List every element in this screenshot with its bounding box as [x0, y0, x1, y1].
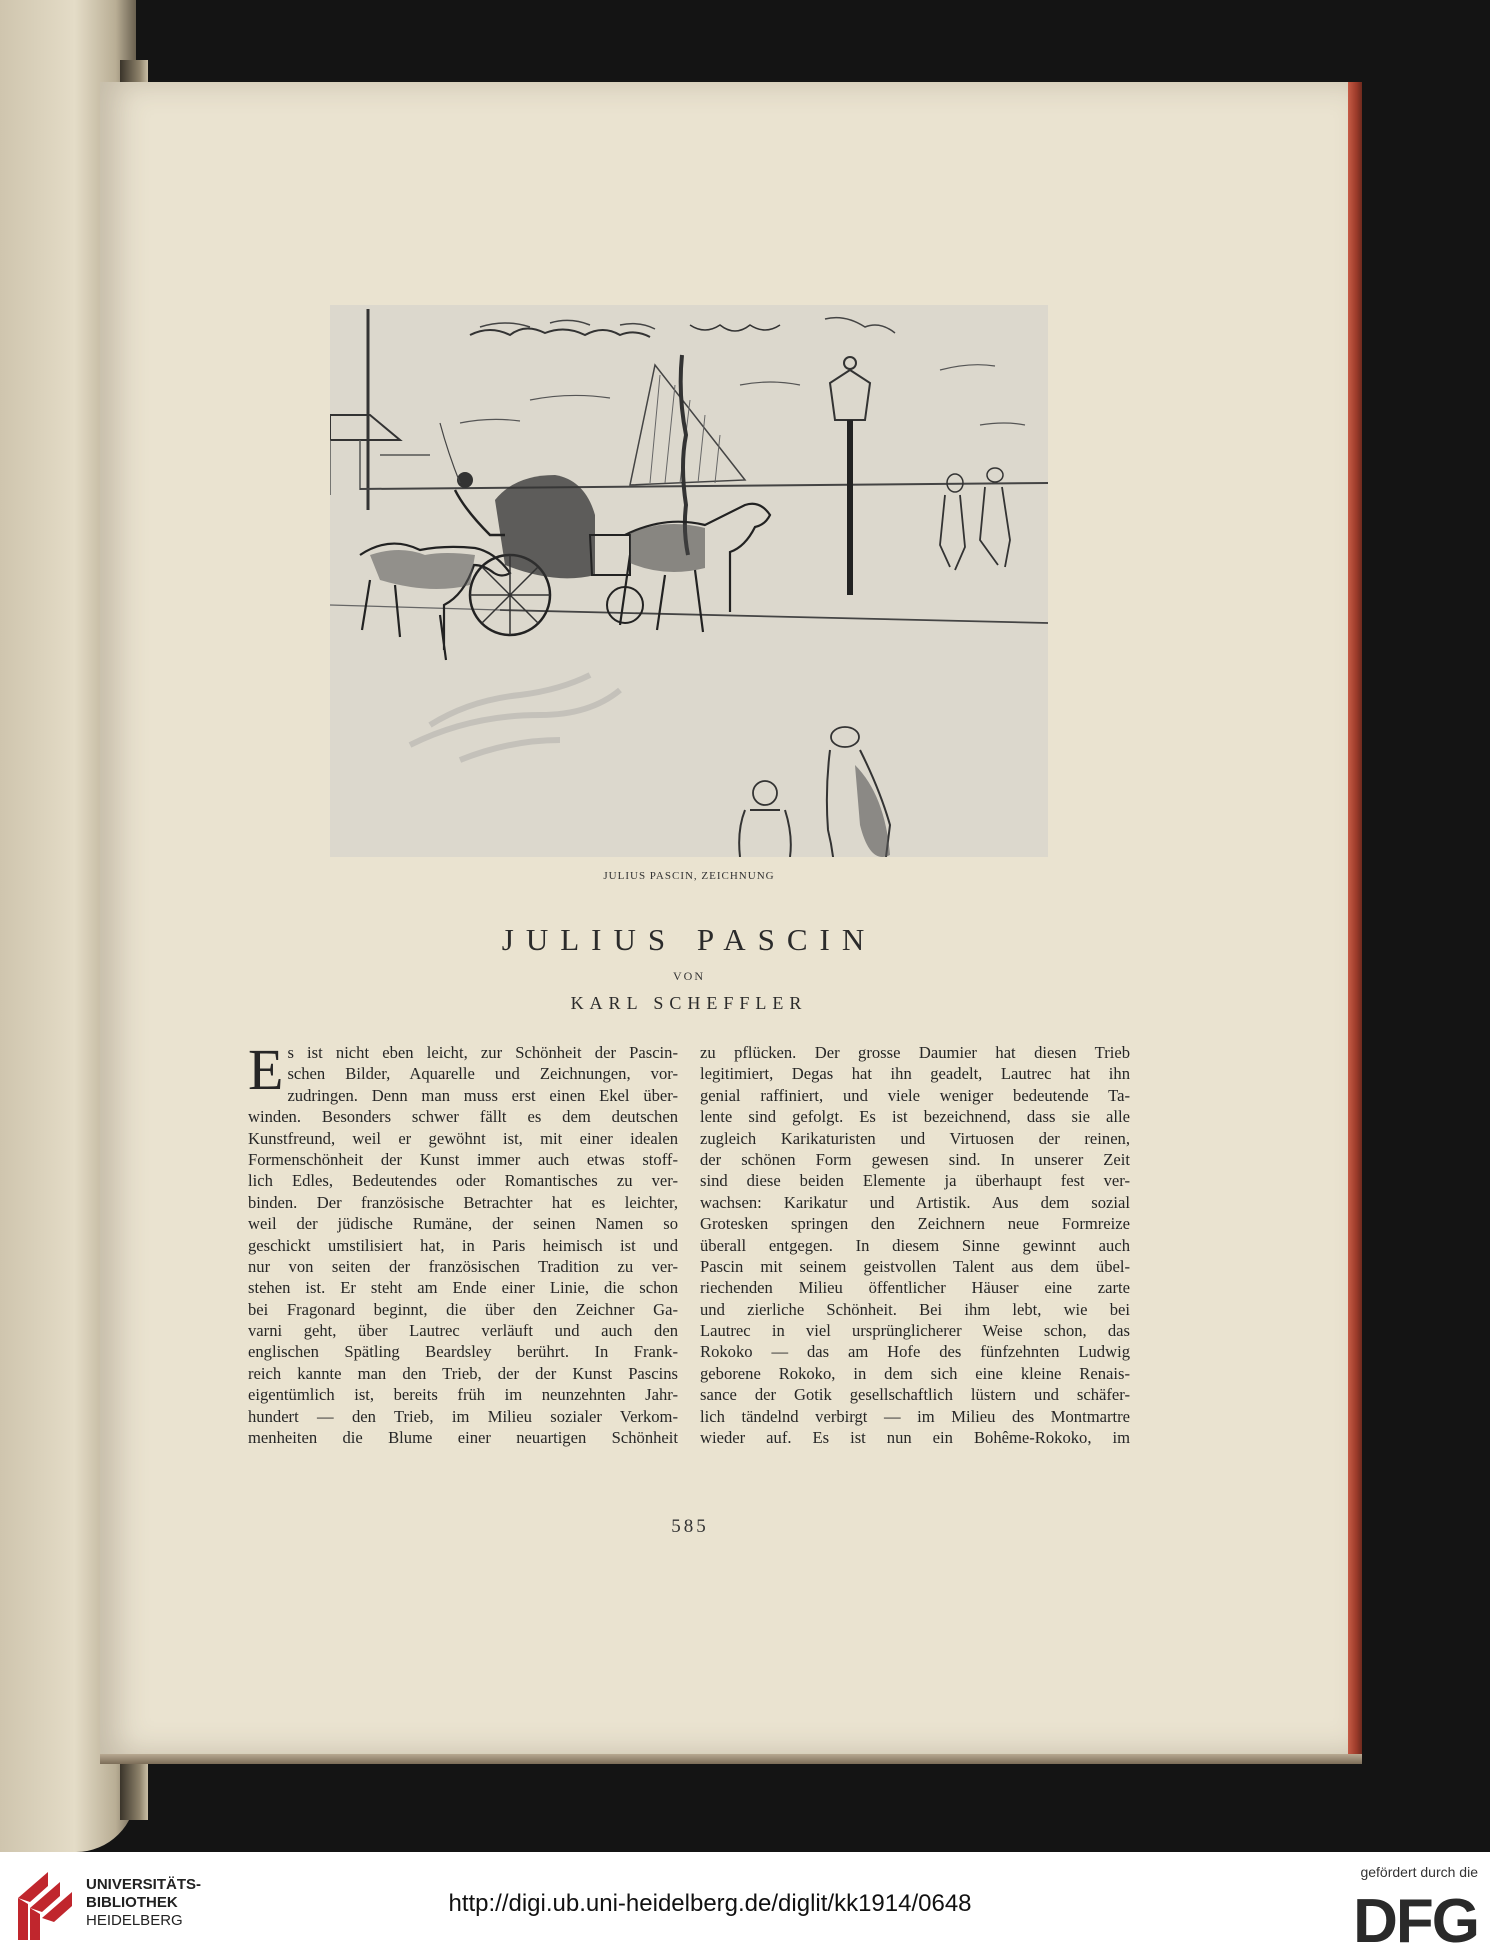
text-line: binden. Der französische Betrachter hat es leichter, [248, 1192, 678, 1212]
institution-name[interactable] [86, 1876, 201, 1930]
text-line: und zierliche Schönheit. Bei ihm lebt, wie bei [700, 1299, 1130, 1319]
sponsor-text: gefördert durch die [1360, 1864, 1478, 1880]
text-line: Pascin mit seinem geistvollen Talent aus dem übel- [700, 1256, 1130, 1276]
page-edge-red [1348, 82, 1362, 1754]
text-line: reich kannte man den Trieb, der der Kunst Pascins [248, 1363, 678, 1383]
text-line: zugleich Karikaturisten und Virtuosen der reinen, [700, 1128, 1130, 1148]
text-line: lente sind gefolgt. Es ist bezeichnend, dass sie alle [700, 1107, 1130, 1127]
permalink-url[interactable]: http://digi.ub.uni-heidelberg.de/diglit/kk1914/0648 [448, 1890, 972, 1917]
text-line: Lautrec in viel ursprünglicherer Weise schon, das [700, 1321, 1130, 1341]
institution-line: BIBLIOTHEK [86, 1894, 178, 1911]
text-line: menheiten die Blume einer neuartigen Schönheit [248, 1428, 678, 1448]
text-line: s ist nicht eben leicht, zur Schönheit der Pascin- [287, 1043, 678, 1062]
text-line: hundert — den Trieb, im Milieu sozialer Verkom- [248, 1406, 678, 1426]
byline-prefix: VON [673, 969, 705, 983]
text-line: Kunstfreund, weil er gewöhnt ist, mit einer idealen [248, 1128, 678, 1148]
text-line: sind diese beiden Elemente ja überhaupt fest ver- [700, 1171, 1130, 1191]
text-line: bei Fragonard beginnt, die über den Zeichner Ga- [248, 1299, 678, 1319]
text-line: genial raffiniert, und viele weniger bedeutende Ta- [700, 1085, 1130, 1105]
dfg-logo-text: DFG [1353, 1887, 1478, 1950]
university-logo-icon[interactable] [14, 1868, 80, 1944]
text-line: legitimiert, Degas hat ihn geadelt, Lautrec hat ihn [700, 1064, 1130, 1084]
text-column-right [700, 1042, 1130, 1448]
text-line: sance der Gotik gesellschaftlich lüstern und schäfer- [700, 1385, 1130, 1405]
text-line: wachsen: Karikatur und Artistik. Aus dem sozial [700, 1192, 1130, 1212]
text-line: zu pflücken. Der grosse Daumier hat diesen Trieb [700, 1043, 1130, 1062]
article-author: KARL SCHEFFLER [570, 993, 808, 1013]
page-bottom-edge [100, 1754, 1362, 1764]
text-line: winden. Besonders schwer fällt es dem deutschen [248, 1107, 678, 1127]
text-line: nur von seiten der französischen Tradition zu ver- [248, 1256, 678, 1276]
dfg-logo-icon[interactable] [1322, 1886, 1482, 1950]
text-line: lich Edles, Bedeutendes oder Romantisches zu ver- [248, 1171, 678, 1191]
text-line: Rokoko — das am Hofe des fünfzehnten Ludwig [700, 1342, 1130, 1362]
text-line: überall entgegen. In diesem Sinne gewinnt auch [700, 1235, 1130, 1255]
text-line: englischen Spätling Beardsley berührt. In Frank- [248, 1342, 678, 1362]
institution-line: UNIVERSITÄTS- [86, 1876, 202, 1893]
text-line: Formenschönheit der Kunst immer auch etwas stoff- [248, 1149, 678, 1169]
drop-cap: E [248, 1037, 284, 1102]
text-line: Grotesken springen den Zeichnern neue Formreize [700, 1214, 1130, 1234]
illustration-caption: JULIUS PASCIN, ZEICHNUNG [603, 870, 775, 882]
text-line: geschickt umstilisiert hat, in Paris heimisch ist und [248, 1235, 678, 1255]
text-line: lich tändelnd verbirgt — im Milieu des Montmartre [700, 1406, 1130, 1426]
institution-line: HEIDELBERG [86, 1912, 183, 1929]
text-line: eigentümlich ist, bereits früh im neunzehnten Jahr- [248, 1385, 678, 1405]
text-line: der schönen Form gewesen sind. In unserer Zeit [700, 1149, 1130, 1169]
text-line: riechenden Milieu öffentlicher Häuser eine zarte [700, 1278, 1130, 1298]
text-line: varni geht, über Lautrec verläuft und auch den [248, 1321, 678, 1341]
text-line: stehen ist. Er steht am Ende einer Linie, die schon [248, 1278, 678, 1298]
text-line: geborene Rokoko, in dem sich eine kleine Renais- [700, 1363, 1130, 1383]
article-title: JULIUS PASCIN [501, 922, 877, 957]
illustration-plate [330, 305, 1048, 857]
text-line: weil der jüdische Rumäne, der seinen Namen so [248, 1214, 678, 1234]
text-column-left [248, 1037, 678, 1448]
text-line: zudringen. Denn man muss erst einen Ekel über- [287, 1085, 678, 1105]
page-number: 585 [671, 1516, 709, 1537]
carriage-drawing [330, 305, 1048, 857]
text-line: wieder auf. Es ist nun ein Bohême-Rokoko, im [700, 1428, 1130, 1448]
text-line: schen Bilder, Aquarelle und Zeichnungen, vor- [287, 1064, 678, 1084]
footer-bar [0, 1852, 1490, 1960]
